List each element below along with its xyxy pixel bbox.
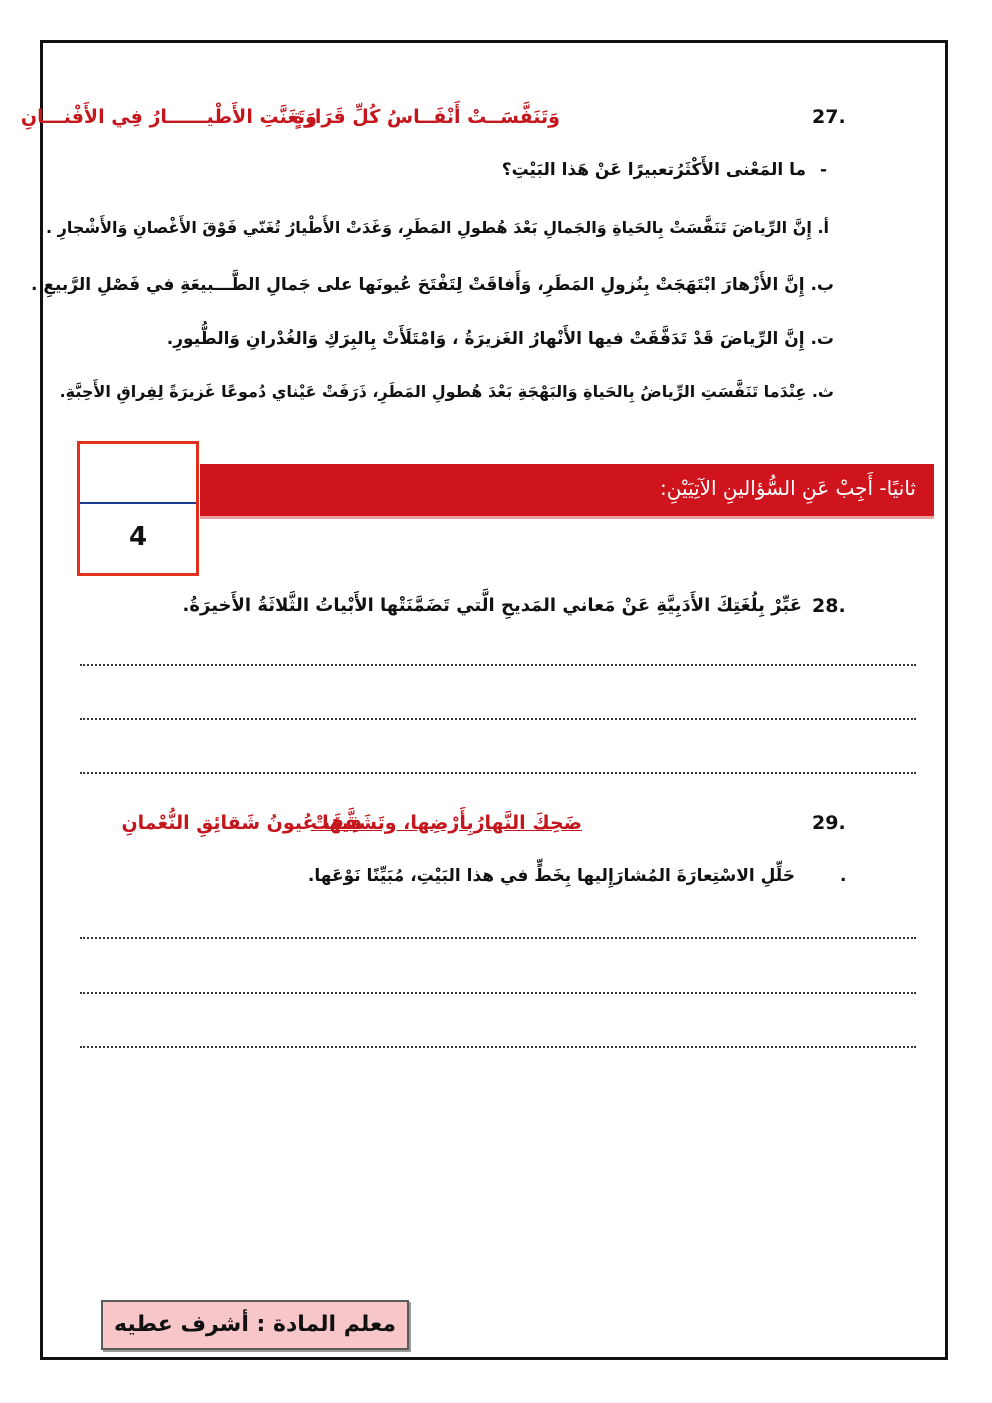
q27-option-th: ث. عِنْدَما تَنَفَّسَتِ الرِّياضُ بِالحَياةِ وَالبَهْجَةِ بَعْدَ هُطولِ المَطَرِ، ذَرَفَتْ عَيْناي دُموعًا غَزيرَةً لِفِراقِ الأَحِبَّةِ. (59, 382, 834, 401)
teacher-box (101, 1300, 409, 1350)
answer-line[interactable] (80, 772, 916, 774)
section-banner (200, 464, 934, 516)
q27-prompt-bullet: - (820, 160, 828, 180)
q27-option-b: ب. إِنَّ الأَزْهارَ ابْتَهَجَتْ بِنُزولِ المَطَرِ، وَأَفاقَتْ لِتَفْتَحَ عُيونَها على جَمالِ الطَّـــبيعَةِ في فَصْلِ الرَّبيعِ . (31, 275, 834, 295)
q28-text: عَبِّرْ بِلُغَتِكَ الأَدَبِيَّةِ عَنْ مَعاني المَديحِ الَّتي تَضَمَّنَتْها الأَبْياتُ الثَّلاثَةُ الأَخيرَةُ. (182, 595, 802, 616)
score-value: 4 (128, 522, 148, 552)
answer-line[interactable] (80, 664, 916, 666)
q29-verse-first: ضَحِكَ النَّهارُبِأَرْضِها، وتَشَقَّقَتْ (310, 812, 582, 834)
score-box (77, 441, 199, 576)
q29-prompt-bullet: . (840, 866, 847, 886)
q27-option-a: أ. إِنَّ الرِّياضَ تَنَفَّسَتْ بِالحَياةِ وَالجَمالِ بَعْدَ هُطولِ المَطَرِ، وَغَدَتْ الأَطْيارُ تُغَنّي فَوْقَ الأَغْصانِ وَالأَشْجارِ . (46, 218, 829, 237)
answer-line[interactable] (80, 992, 916, 994)
q27-verse-first: وَتَنَفَّسَــتْ أَنْفَــاسُ كُلِّ قَرَارَةٍ (292, 106, 560, 128)
answer-line[interactable] (80, 718, 916, 720)
q27-prompt: ما المَعْنى الأَكْثَرُتعبيرًا عَنْ هَذا البَيْتِ؟ (501, 160, 806, 180)
q29-verse-second: فِيهَا عُيونُ شَقائِقِ النُّعْمانِ (121, 812, 362, 834)
q27-option-t: ت. إِنَّ الرِّياضَ قَدْ تَدَفَّقَتْ فيها الأَنْهارُ الغَزيرَةُ ، وَامْتَلَأَتْ بِالبِرَكِ وَالغُدْرانِ وَالطُّيورِ. (166, 329, 834, 349)
q29-prompt: حَلِّلِ الاسْتِعارَةَ المُشارَإِليها بِخَطٍّ في هذا البَيْتِ، مُبَيِّنًا نَوْعَها. (307, 866, 795, 886)
answer-line[interactable] (80, 1046, 916, 1048)
score-divider (80, 502, 196, 504)
q29-number: 29. (812, 812, 846, 834)
page-border (40, 40, 948, 1360)
answer-line[interactable] (80, 937, 916, 939)
q28-number: 28. (812, 595, 846, 617)
q27-number: 27. (812, 106, 846, 128)
q27-verse-second: وَتَغَنَّتِ الأَطْيــــــارُ فِي الأَفْنـــانِ (20, 106, 317, 128)
section-title: ثانيًا- أَجِبْ عَنِ السُّؤالينِ الآتِيَيْنِ: (659, 476, 916, 500)
teacher-name: معلم المادة : أشرف عطيه (114, 1312, 396, 1337)
